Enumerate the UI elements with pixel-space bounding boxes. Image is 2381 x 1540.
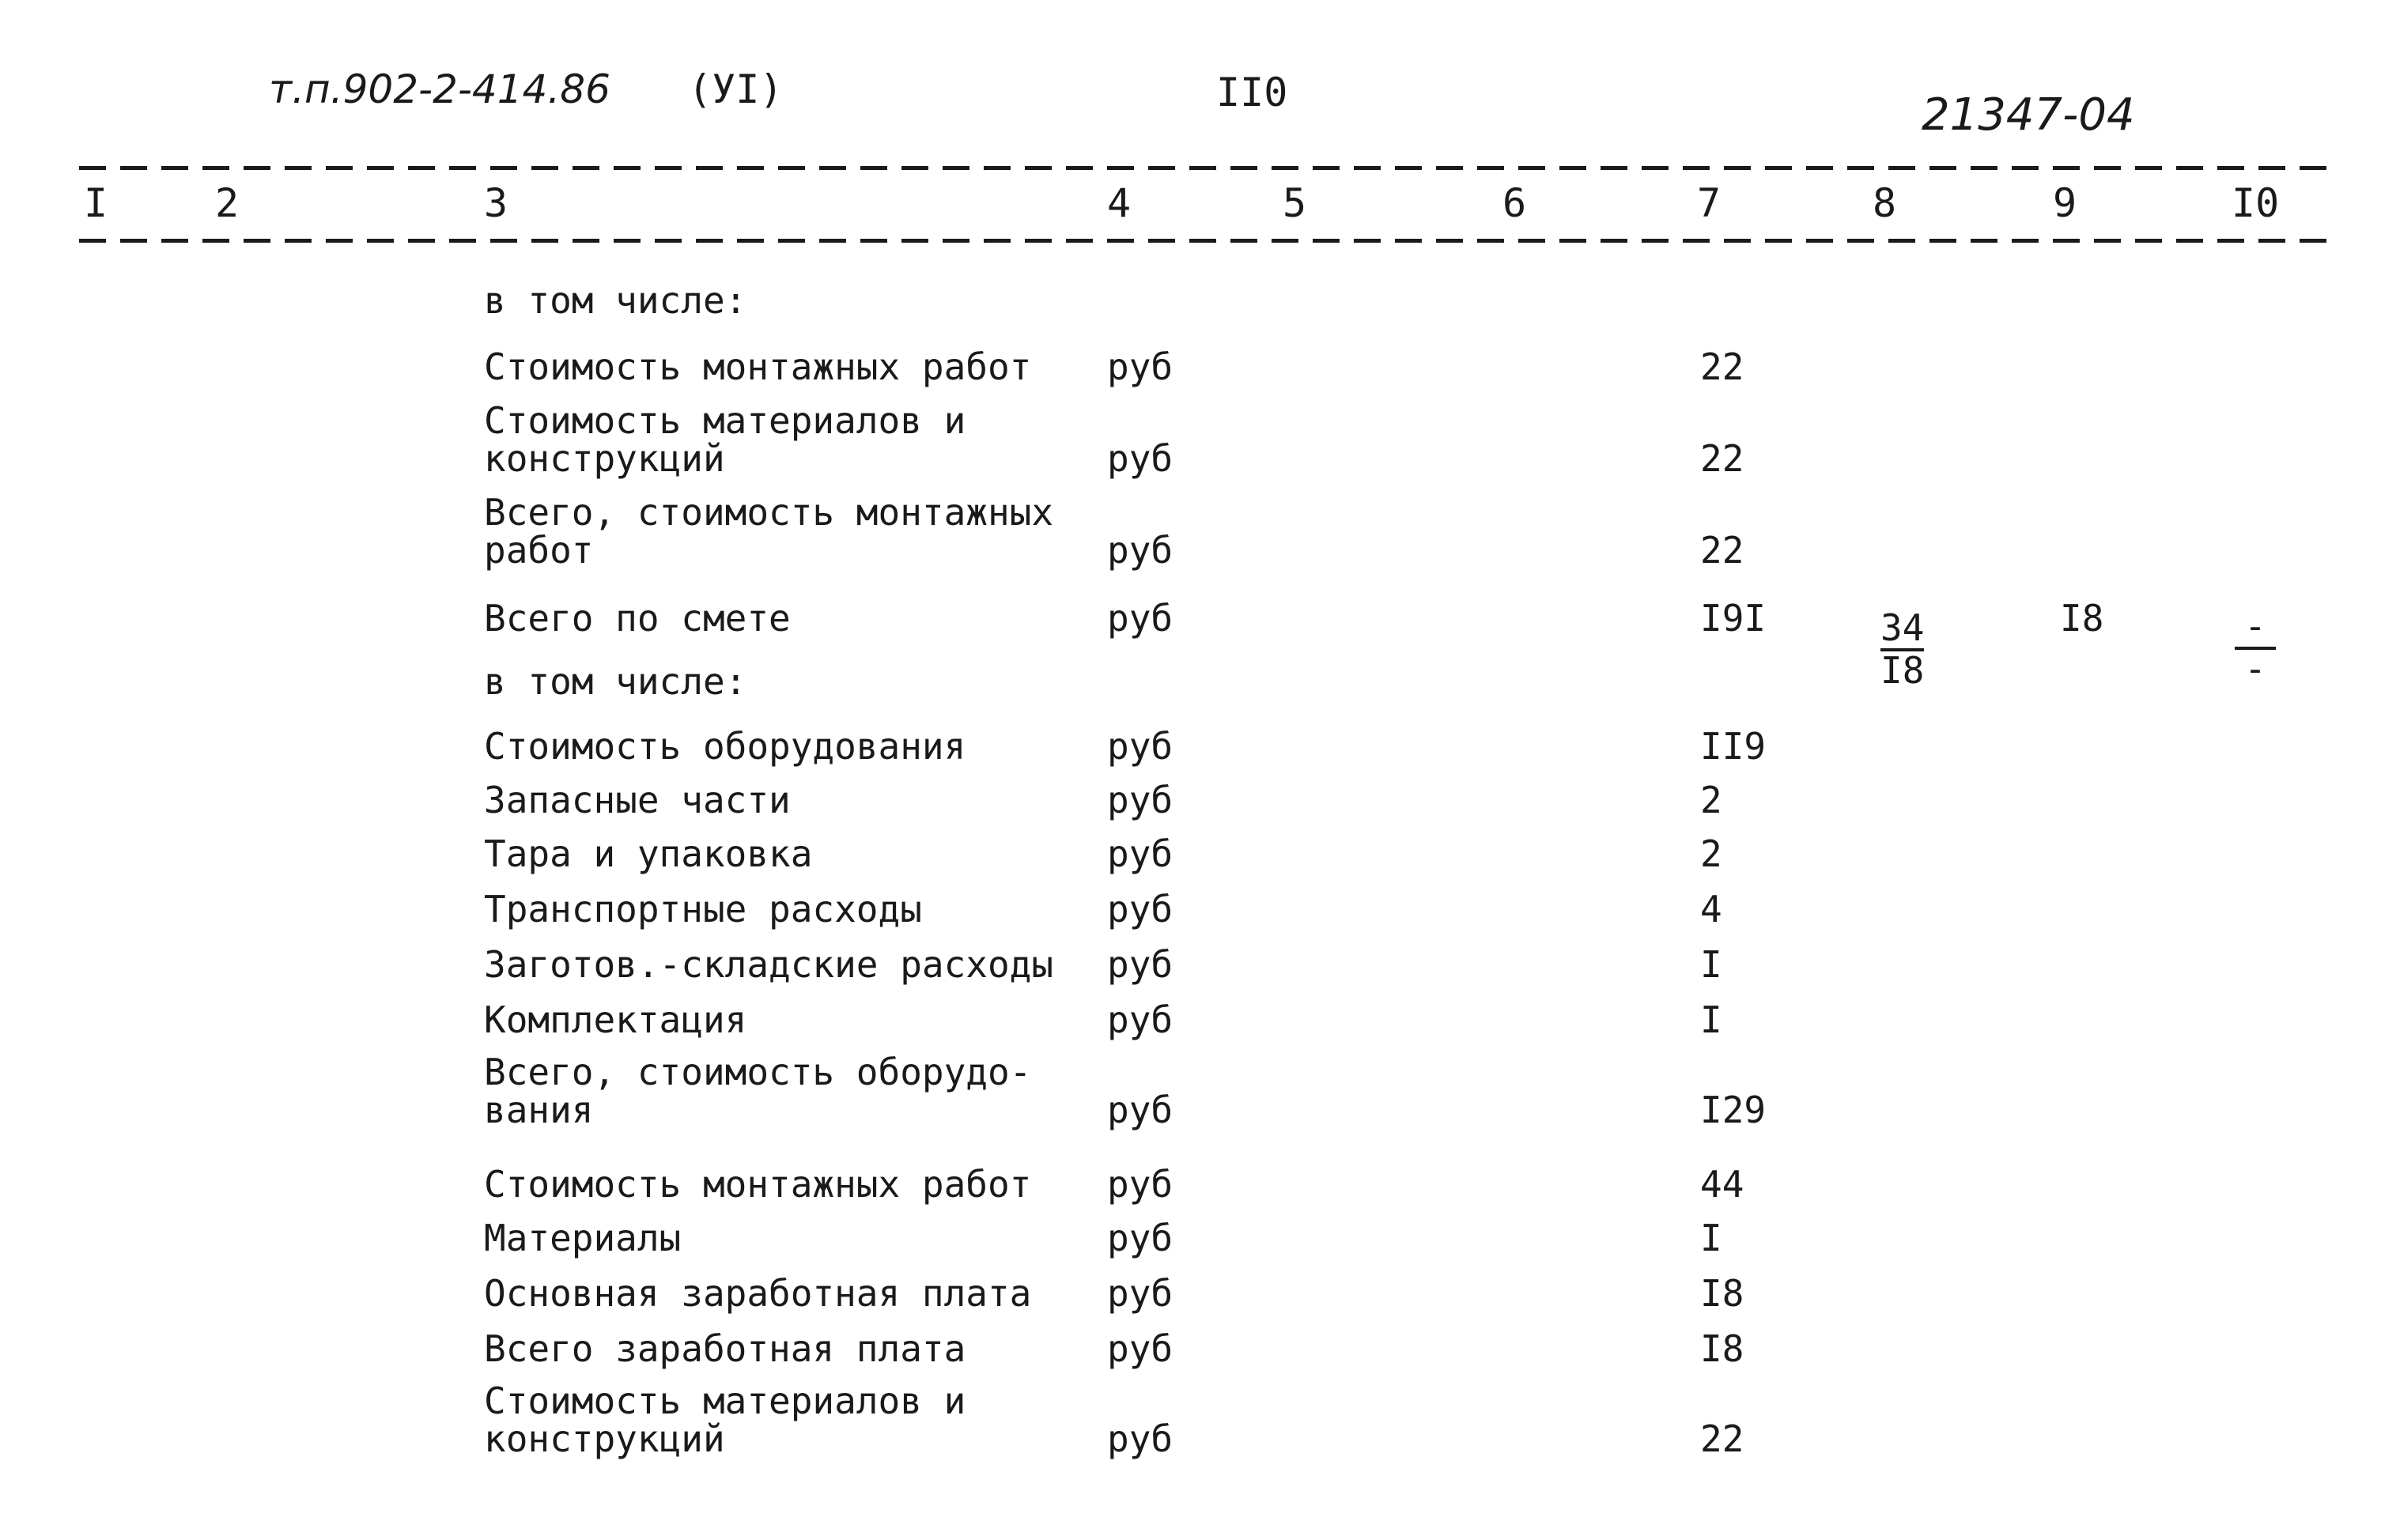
estimate-table-body xyxy=(0,267,2381,1458)
fraction-numerator: - xyxy=(2235,607,2276,650)
item-value: I xyxy=(1700,1217,1722,1259)
table-row xyxy=(0,1312,2381,1368)
item-unit: руб xyxy=(1107,779,1173,821)
page-number: II0 xyxy=(1216,70,1288,115)
item-name: Основная заработная плата xyxy=(484,1272,1032,1315)
column-number: 6 xyxy=(1502,180,1527,226)
item-unit: руб xyxy=(1107,529,1173,572)
item-unit: руб xyxy=(1107,888,1173,930)
table-row xyxy=(0,386,2381,480)
item-unit: руб xyxy=(1107,943,1173,986)
item-value: I8 xyxy=(1700,1272,1744,1315)
item-name: Всего заработная плата xyxy=(484,1327,966,1370)
table-row xyxy=(0,1257,2381,1315)
fraction-denominator: I8 xyxy=(1880,649,1925,692)
table-row xyxy=(0,1203,2381,1257)
item-value: 22 xyxy=(1700,437,1744,480)
item-unit: руб xyxy=(1107,345,1173,388)
item-name: Стоимость материалов и конструкций xyxy=(484,1380,966,1460)
item-value: I xyxy=(1700,998,1722,1041)
table-row xyxy=(0,700,2381,768)
table-row xyxy=(0,1039,2381,1129)
item-value: 22 xyxy=(1700,1417,1744,1460)
table-row xyxy=(0,1129,2381,1206)
item-unit: руб xyxy=(1107,1089,1173,1131)
item-name: Всего по смете xyxy=(484,597,791,640)
item-name: Запасные части xyxy=(484,779,791,821)
item-unit: руб xyxy=(1107,1417,1173,1460)
item-value: II9 xyxy=(1700,725,1767,768)
table-row xyxy=(0,983,2381,1039)
item-name: Всего, стоимость оборудо- вания xyxy=(484,1051,1032,1131)
column-number: 9 xyxy=(2053,180,2077,226)
item-name: в том числе: xyxy=(484,660,747,703)
item-name: в том числе: xyxy=(484,279,747,322)
item-unit: руб xyxy=(1107,1163,1173,1206)
item-unit: руб xyxy=(1107,998,1173,1041)
item-value: I29 xyxy=(1700,1089,1767,1131)
item-name: Всего, стоимость монтажных работ xyxy=(484,491,1054,572)
header-top-rule xyxy=(79,166,2334,170)
item-unit: руб xyxy=(1107,1272,1173,1315)
item-name: Комплектация xyxy=(484,998,747,1041)
table-row xyxy=(0,267,2381,322)
column-number: 3 xyxy=(484,180,508,226)
column-number: 5 xyxy=(1283,180,1307,226)
item-unit: руб xyxy=(1107,1327,1173,1370)
item-unit: руб xyxy=(1107,832,1173,875)
doc-code: т.п.902-2-414.86 xyxy=(269,66,610,112)
column-number: I xyxy=(84,180,108,226)
column-number: 7 xyxy=(1697,180,1722,226)
volume-label: (УI) xyxy=(688,66,784,112)
table-row xyxy=(0,819,2381,873)
table-row xyxy=(0,765,2381,819)
table-row xyxy=(0,477,2381,572)
item-value: 44 xyxy=(1700,1163,1744,1206)
item-unit: руб xyxy=(1107,1217,1173,1259)
item-value: 2 xyxy=(1700,832,1722,875)
item-name: Материалы xyxy=(484,1217,682,1259)
item-value: 22 xyxy=(1700,345,1744,388)
column-number: 4 xyxy=(1107,180,1132,226)
table-row xyxy=(0,1368,2381,1458)
item-value: I9I xyxy=(1700,597,1767,640)
item-name: Заготов.-складские расходы xyxy=(484,943,1054,986)
item-value: I8 xyxy=(1700,1327,1744,1370)
item-name: Транспортные расходы xyxy=(484,888,922,930)
item-unit: руб xyxy=(1107,437,1173,480)
table-row xyxy=(0,928,2381,986)
table-row xyxy=(0,873,2381,928)
item-name: Стоимость оборудования xyxy=(484,725,966,768)
item-unit: руб xyxy=(1107,725,1173,768)
fraction-numerator: 34 xyxy=(1880,609,1924,651)
column-number: 8 xyxy=(1873,180,1897,226)
inventory-number: 21347-04 xyxy=(1922,89,2135,141)
item-name: Тара и упаковка xyxy=(484,832,813,875)
item-value: I xyxy=(1700,943,1722,986)
table-row xyxy=(0,319,2381,386)
item-value-col9: I8 xyxy=(2060,597,2104,640)
table-row xyxy=(0,637,2381,703)
item-name: Стоимость монтажных работ xyxy=(484,1163,1032,1206)
item-unit: руб xyxy=(1107,597,1173,640)
fraction-denominator: - xyxy=(2244,647,2266,690)
column-number: I0 xyxy=(2232,180,2280,226)
item-value: 2 xyxy=(1700,779,1722,821)
column-number: 2 xyxy=(215,180,240,226)
item-name: Стоимость монтажных работ xyxy=(484,345,1032,388)
item-name: Стоимость материалов и конструкций xyxy=(484,399,966,480)
item-value: 22 xyxy=(1700,529,1744,572)
item-value: 4 xyxy=(1700,888,1722,930)
header-bottom-rule xyxy=(79,239,2334,243)
